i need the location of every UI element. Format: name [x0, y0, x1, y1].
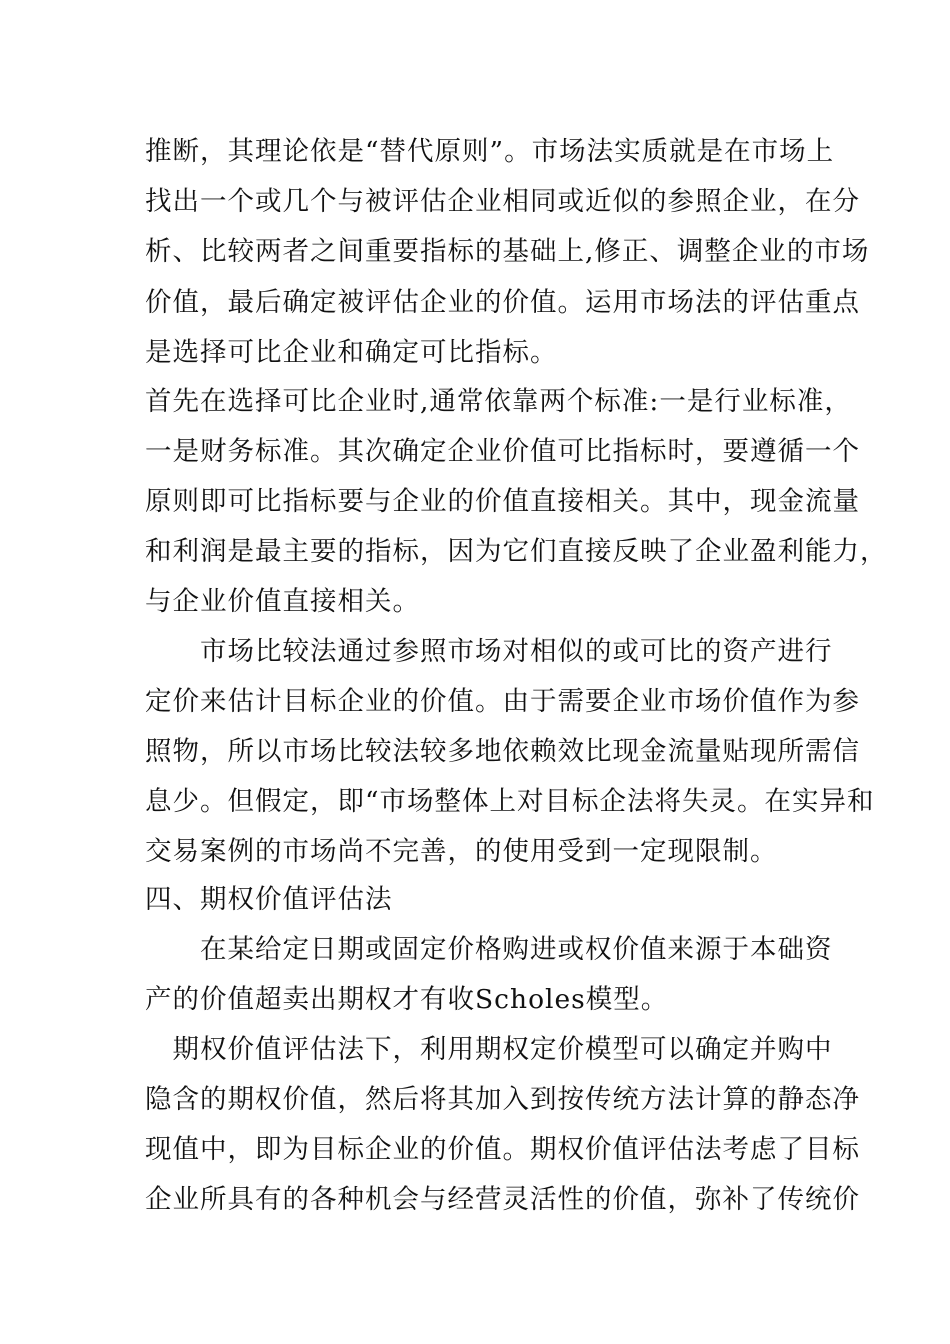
text-line: 定价来估计目标企业的价值。由于需要企业市场价值作为参	[145, 686, 860, 717]
text-line: 是选择可比企业和确定可比指标。	[145, 337, 558, 368]
text-line: 一是财务标准。其次确定企业价值可比指标时，要遵循一个	[145, 436, 860, 467]
text-line: 隐含的期权价值，然后将其加入到按传统方法计算的静态净	[145, 1084, 860, 1115]
section-heading: 四、期权价值评估法	[145, 884, 393, 915]
text-line: 在某给定日期或固定价格购进或权价值来源于本础资	[145, 934, 833, 965]
text-line: 析、比较两者之间重要指标的基础上,修正、调整企业的市场	[145, 236, 870, 267]
text-line: 企业所具有的各种机会与经营灵活性的价值，弥补了传统价	[145, 1184, 860, 1215]
text-line: 首先在选择可比企业时,通常依靠两个标准:一是行业标准，	[145, 386, 852, 417]
text-line: 现值中，即为目标企业的价值。期权价值评估法考虑了目标	[145, 1134, 860, 1165]
text-line: 找出一个或几个与被评估企业相同或近似的参照企业，在分	[145, 186, 860, 217]
text-line: 期权价值评估法下，利用期权定价模型可以确定并购中	[145, 1034, 833, 1065]
text-line: 和利润是最主要的指标，因为它们直接反映了企业盈利能力，	[145, 536, 888, 567]
text-line: 息少。但假定，即“市场整体上对目标企法将失灵。在实异和	[145, 786, 875, 817]
text-line: 照物，所以市场比较法较多地依赖效比现金流量贴现所需信	[145, 736, 860, 767]
text-line: 推断，其理论依是“替代原则”。市场法实质就是在市场上	[145, 136, 835, 167]
text-line: 交易案例的市场尚不完善，的使用受到一定现限制。	[145, 836, 778, 867]
text-line: 价值，最后确定被评估企业的价值。运用市场法的评估重点	[145, 287, 860, 318]
text-line: 与企业价值直接相关。	[145, 586, 420, 617]
text-line: 原则即可比指标要与企业的价值直接相关。其中，现金流量	[145, 486, 860, 517]
text-line: 产的价值超卖出期权才有收Scholes模型。	[145, 984, 669, 1015]
text-line: 市场比较法通过参照市场对相似的或可比的资产进行	[145, 636, 833, 667]
